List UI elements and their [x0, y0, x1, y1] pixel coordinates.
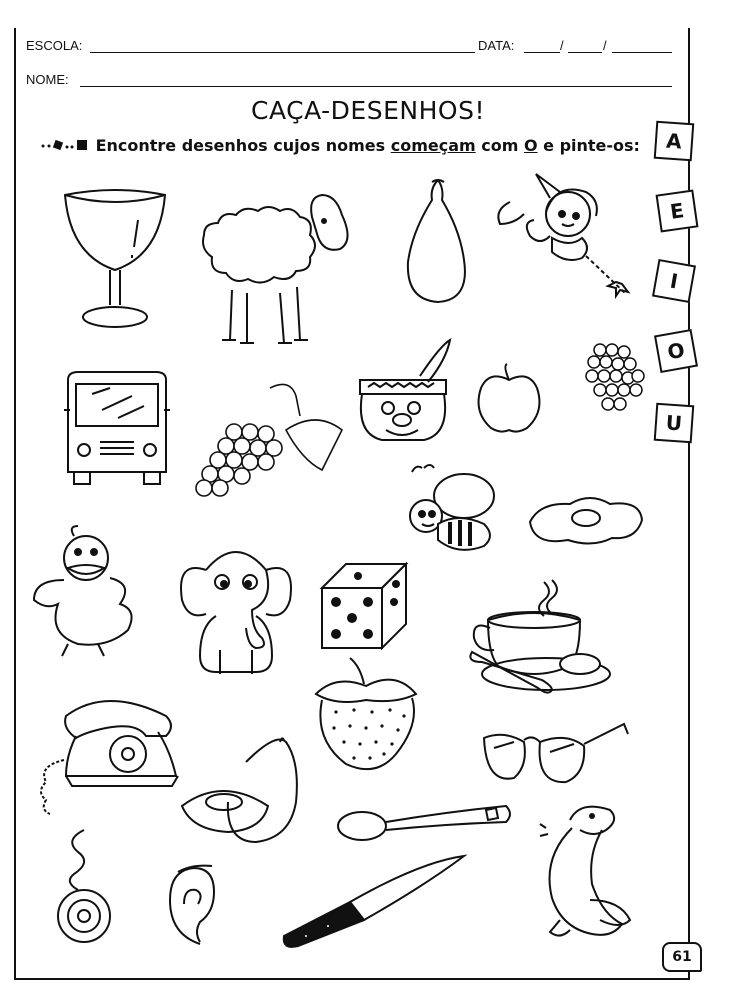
grapes-icon[interactable]: [190, 380, 350, 500]
instruction: [40, 136, 640, 155]
strawberry-icon[interactable]: [306, 654, 426, 774]
vowel-card-u: U: [654, 403, 695, 444]
sheep-icon[interactable]: [192, 195, 362, 355]
vowel-card-i: I: [652, 259, 696, 303]
die-icon[interactable]: [318, 560, 410, 652]
date-year-field[interactable]: [612, 52, 672, 53]
fairy-icon[interactable]: [490, 172, 640, 302]
cup-icon[interactable]: [468, 578, 618, 698]
ear-icon[interactable]: [160, 864, 216, 950]
indian-icon[interactable]: [350, 336, 460, 446]
knife-icon[interactable]: [280, 852, 470, 952]
name-label: NOME:: [26, 72, 69, 87]
date-month-field[interactable]: [568, 52, 602, 53]
bullet-decoration-icon: [40, 137, 90, 153]
date-day-field[interactable]: [524, 52, 560, 53]
name-field[interactable]: [80, 86, 672, 87]
instruction-text-2: começam: [390, 136, 476, 155]
vowel-card-a: A: [654, 121, 695, 162]
telephone-icon[interactable]: [36, 696, 186, 816]
bee-icon[interactable]: [402, 462, 502, 552]
yoyo-icon[interactable]: [54, 826, 114, 946]
seal-icon[interactable]: [540, 800, 650, 950]
apple-icon[interactable]: [474, 364, 544, 434]
spoon-icon[interactable]: [336, 796, 516, 856]
bus-icon[interactable]: [62, 370, 172, 490]
vowel-card-e: E: [656, 190, 699, 233]
date-label: DATA:: [478, 38, 515, 53]
date-separator-1: /: [560, 38, 564, 53]
egg-icon[interactable]: [176, 740, 302, 850]
fried-egg-icon[interactable]: [526, 496, 646, 546]
instruction-text-1: Encontre desenhos cujos nomes: [95, 136, 391, 155]
school-field[interactable]: [90, 52, 475, 53]
instruction-text-5: e pinte-os:: [537, 136, 640, 155]
page-number: 61: [662, 942, 702, 972]
pear-icon[interactable]: [398, 176, 478, 306]
duck-icon[interactable]: [28, 520, 148, 660]
instruction-text-3: com: [475, 136, 524, 155]
school-label: ESCOLA:: [26, 38, 83, 53]
vowel-card-o: O: [654, 329, 698, 373]
glasses-icon[interactable]: [480, 716, 632, 786]
date-separator-2: /: [603, 38, 607, 53]
grapes-small-icon[interactable]: [578, 340, 650, 420]
glass-icon[interactable]: [60, 185, 170, 335]
page-title: CAÇA-DESENHOS!: [251, 96, 485, 125]
elephant-icon[interactable]: [176, 540, 296, 680]
instruction-text-4: O: [523, 136, 538, 155]
